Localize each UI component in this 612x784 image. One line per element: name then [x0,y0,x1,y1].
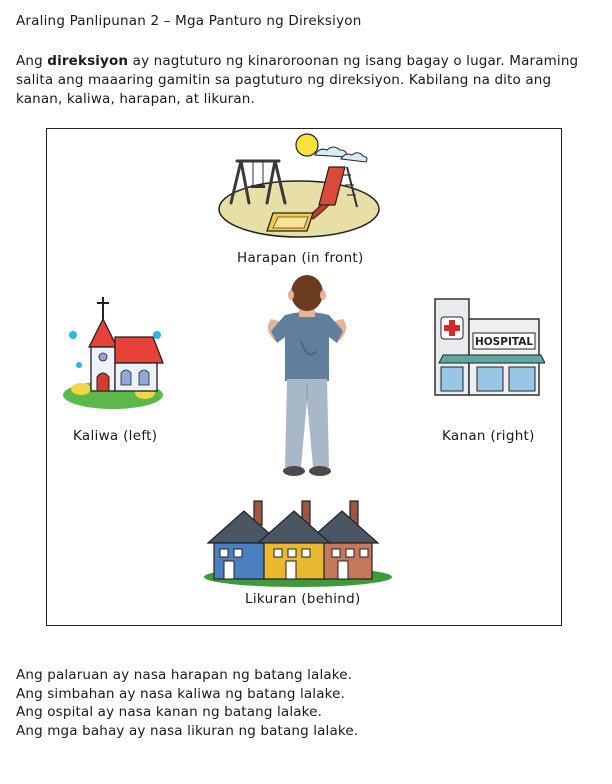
intro-keyword: direksiyon [47,53,129,69]
houses-icon [202,497,392,589]
diagram-frame [46,128,562,626]
caption-front: Harapan (in front) [237,250,364,266]
sentence-behind: Ang mga bahay ay nasa likuran ng batang lalake. [16,722,359,739]
intro-paragraph [16,52,586,109]
hospital-icon [429,293,545,399]
hospital-sign: HOSPITAL [474,336,534,348]
boy-back-view-icon [257,271,357,479]
playground-icon [217,131,387,241]
intro-prefix: Ang [16,53,48,69]
church-icon [59,289,169,411]
caption-behind: Likuran (behind) [245,591,361,607]
caption-left: Kaliwa (left) [73,428,158,444]
sentence-left: Ang simbahan ay nasa kaliwa ng batang lalake. [16,685,346,702]
page-title: Araling Panlipunan 2 – Mga Panturo ng Direksiyon [16,13,362,29]
sentence-list [16,666,358,740]
caption-right: Kanan (right) [442,428,535,444]
sentence-front: Ang palaruan ay nasa harapan ng batang lalake. [16,667,353,683]
sentence-right: Ang ospital ay nasa kanan ng batang lalake. [16,704,323,721]
intro-rest: ay nagtuturo ng kinaroroonan ng isang bagay o lugar. Maraming salita ang maaaring gamitin sa pagtuturo ng direksiyon. Kabilang na dito ang kanan, kaliwa, harapan, at likuran. [16,53,579,107]
